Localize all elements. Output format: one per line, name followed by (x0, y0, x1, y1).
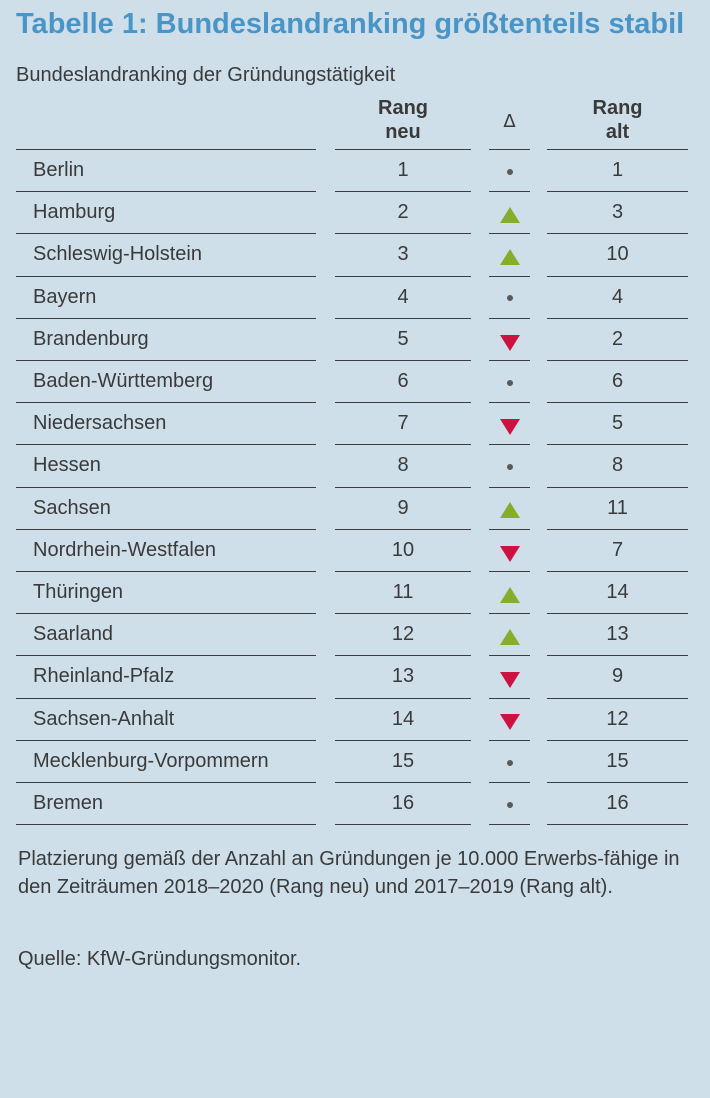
rank-change (489, 530, 530, 570)
rank-change (489, 192, 530, 232)
table-title: Tabelle 1: Bundeslandranking größtenteils stabil (16, 8, 685, 40)
dot-icon (506, 168, 514, 176)
rank-new: 15 (391, 749, 415, 772)
rank-change (489, 614, 530, 654)
rank-new: 16 (391, 792, 415, 814)
rank-change (489, 403, 530, 443)
rank-change (489, 445, 530, 485)
rank-old: 15 (606, 749, 629, 772)
state-name: Nordrhein-Westfalen (33, 538, 217, 561)
rank-old: 5 (611, 412, 624, 435)
rank-new: 11 (392, 581, 414, 603)
rank-new: 4 (397, 285, 409, 308)
table-row (0, 403, 710, 445)
table-row (0, 445, 710, 487)
rank-new: 8 (397, 454, 409, 477)
rank-old: 16 (606, 792, 629, 814)
triangle-down-icon (499, 334, 521, 352)
rank-new: 5 (397, 327, 409, 350)
triangle-up-icon (499, 248, 521, 266)
rank-change (489, 572, 530, 612)
triangle-up-icon (499, 586, 521, 604)
rank-new: 13 (391, 665, 415, 688)
dot-icon (506, 759, 514, 767)
table-row (0, 656, 710, 698)
table-row (0, 614, 710, 656)
table-row (0, 150, 710, 192)
table-row (0, 319, 710, 361)
rank-new: 14 (391, 707, 415, 730)
triangle-down-icon (499, 671, 521, 689)
rank-change (489, 361, 530, 401)
rank-change (489, 656, 530, 696)
rank-old: 12 (606, 707, 629, 730)
header-rang-neu-line1: Rang (378, 97, 428, 119)
header-rang-neu-line2: neu (385, 121, 421, 143)
rank-old: 14 (606, 581, 629, 603)
table-row (0, 741, 710, 783)
rank-old: 6 (611, 370, 624, 392)
table-header (0, 96, 710, 152)
state-name: Schleswig-Holstein (33, 243, 202, 266)
header-rang-alt-line1: Rang (592, 97, 643, 119)
table-row (0, 234, 710, 276)
rank-old: 2 (611, 327, 624, 350)
table-subtitle: Bundeslandranking der Gründungstätigkeit (16, 64, 396, 86)
state-name: Rheinland-Pfalz (33, 665, 175, 688)
table-row (0, 361, 710, 403)
rank-old: 1 (611, 159, 624, 181)
state-name: Thüringen (33, 581, 124, 603)
state-name: Bayern (33, 285, 97, 308)
rank-change (489, 234, 530, 274)
table-row (0, 530, 710, 572)
header-rang-alt-line2: alt (605, 121, 630, 143)
rank-old: 8 (611, 454, 624, 477)
rank-new: 7 (397, 412, 409, 435)
state-name: Niedersachsen (33, 412, 167, 435)
table-row (0, 572, 710, 614)
state-name: Hessen (33, 454, 101, 477)
rank-old: 13 (606, 623, 629, 646)
rank-change (489, 319, 530, 359)
rank-new: 3 (397, 243, 409, 266)
state-name: Hamburg (33, 201, 116, 224)
rank-new: 10 (391, 538, 415, 561)
table-row (0, 699, 710, 741)
rank-old: 10 (606, 243, 629, 266)
state-name: Saarland (33, 623, 114, 646)
rank-new: 9 (397, 496, 409, 519)
rank-change (489, 741, 530, 781)
table-row (0, 192, 710, 234)
dot-icon (506, 379, 514, 387)
triangle-up-icon (499, 206, 521, 224)
table-row (0, 783, 710, 825)
rank-new: 2 (397, 201, 409, 224)
header-delta: Δ (503, 111, 516, 132)
rank-old: 4 (611, 285, 624, 308)
rank-old: 11 (607, 496, 628, 519)
triangle-down-icon (499, 418, 521, 436)
dot-icon (506, 463, 514, 471)
dot-icon (506, 801, 514, 809)
state-name: Brandenburg (33, 327, 149, 350)
triangle-down-icon (499, 713, 521, 731)
rank-change (489, 277, 530, 317)
state-name: Baden-Württemberg (33, 370, 214, 392)
table-row (0, 488, 710, 530)
dot-icon (506, 294, 514, 302)
triangle-up-icon (499, 501, 521, 519)
rank-old: 3 (611, 201, 624, 224)
state-name: Mecklenburg-Vorpommern (33, 749, 269, 772)
header-rang-neu (335, 96, 471, 148)
table-note: Platzierung gemäß der Anzahl an Gründungen je 10.000 Erwerbs-fähige in den Zeiträumen 2018–2020 (Rang neu) und 2017–2019 (Rang alt). (18, 848, 680, 898)
state-name: Sachsen (33, 496, 111, 519)
rank-change (489, 150, 530, 190)
state-name: Sachsen-Anhalt (33, 707, 175, 730)
table-row (0, 277, 710, 319)
table-source: Quelle: KfW-Gründungsmonitor. (18, 948, 302, 970)
triangle-up-icon (499, 628, 521, 646)
header-rang-alt (547, 96, 688, 148)
rank-old: 9 (611, 665, 624, 688)
rank-change (489, 699, 530, 739)
triangle-down-icon (499, 545, 521, 563)
rank-new: 6 (397, 370, 409, 392)
rank-new: 1 (397, 159, 409, 181)
rank-change (489, 783, 530, 823)
rank-new: 12 (391, 623, 415, 646)
rank-change (489, 488, 530, 528)
state-name: Bremen (33, 792, 104, 814)
rank-old: 7 (611, 538, 624, 561)
state-name: Berlin (33, 159, 85, 181)
